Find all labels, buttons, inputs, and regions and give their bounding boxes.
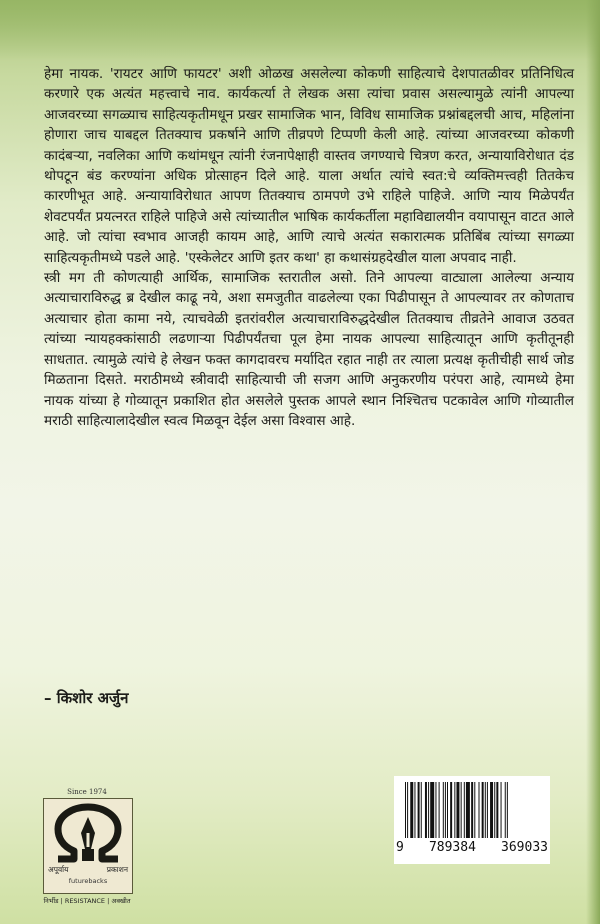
barcode-bar [494,782,495,838]
barcode-bar [496,782,498,838]
barcode-bar [505,782,506,838]
barcode-bar [507,782,508,838]
barcode-bar [428,782,429,838]
logo-since-text: Since 1974 [67,788,107,796]
barcode-bar [430,782,434,838]
barcode-bar [456,782,459,838]
barcode-bar [501,782,502,838]
barcode-bar [405,782,406,838]
barcode-bars [404,782,544,838]
isbn-number [396,840,548,855]
barcode-bar [410,782,413,838]
barcode-bar [485,782,486,838]
blurb-paragraph-2: स्त्री मग ती कोणत्याही आर्थिक, सामाजिक स्तरातील असो. तिने आपल्या वाट्याला आलेल्या अन्याय अत्याचाराविरुद्ध ब्र देखील काढू नये, अशा समजुतीत वाढलेल्या एका पिढीपासून ते आपल्यावर तर कोणताच अत्याचार होता कामा नये, त्याचवेळी इतरांवरील अत्याचाराविरुद्धदेखील तितक्याच तीव्रतेने आवाज उठवत त्यांच्या न्यायहक्कांसाठी लढणाऱ्या पिढीपर्यंतचा पूल हेमा नायक आपल्या साहित्यातून आणि कृतीतूनही साधतात. त्यामुळे त्यांचे हे लेखन फक्त कागदावरच मर्यादित रहात नाही तर त्याला प्रत्यक्ष कृतीचीही सार्थ जोड मिळताना दिसते. मराठीमध्ये स्त्रीवादी साहित्याची जी सजग आणि अनुकरणीय परंपरा आहे, त्यामध्ये हेमा नायक यांच्या हे गोव्यातून प्रकाशित होत असलेले पुस्तक आपले स्थान निश्चितच पटकावेल आणि गोव्यातील मराठी साहित्यालादेखील स्वत्व मिळवून देईल असा विश्वास आहे. [44,270,574,429]
barcode-bar [414,782,415,838]
logo-name-left: अपूर्वाय [48,865,69,874]
barcode-bar [425,782,427,838]
barcode-bar [474,782,475,838]
barcode-bar [435,782,436,838]
publisher-tagline: निर्भीड | RESISTANCE | अक्खीत [43,897,131,905]
blurb-paragraph-1: हेमा नायक. 'रायटर आणि फायटर' अशी ओळख असलेल्या कोकणी साहित्याचे देशपातळीवर प्रतिनिधित्व करणारे एक अत्यंत महत्त्वाचे नाव. कार्यकर्त्या ते लेखक असा त्यांचा प्रवास असल्यामुळे त्यांनी आपल्या आजवरच्या सगळ्याच साहित्यकृतीमधून प्रखर सामाजिक भान, विविध सामाजिक प्रश्नांबद्दलची आच, महिलांना होणारा जाच याबद्दल तितक्याच प्रकर्षाने आणि तीव्रपणे टिप्पणी केली आहे. त्यांच्या आजवरच्या कोकणी कादंबऱ्या, नवलिका आणि कथांमधून त्यांनी रंजनापेक्षाही वास्तव जगण्याचे चित्रण करत, अन्यायाविरोधात दंड थोपटून बंड करण्यांना अधिक प्रोत्साहन दिले आहे. याला अर्थात त्यांचे स्वत:चे व्यक्तिमत्त्वही तितकेच कारणीभूत आहे. अन्यायाविरोधात आपण तितक्याच ठामपणे उभे राहिले पाहिजे. आणि न्याय मिळेपर्यंत शेवटपर्यंत प्रयत्नरत राहिले पाहिजे असे त्यांच्यातील भाषिक कार्यकर्तीला महाविद्यालयीन वयापासून वाटत आले आहे. जो त्यांचा स्वभाव आजही कायम आहे, आणि त्याचे अत्यंत सकारात्मक प्रतिबिंब त्यांच्या सगळ्या साहित्यकृतीमध्ये पडले आहे. 'एस्केलेटर आणि इतर कथा' हा कथासंग्रहदेखील याला अपवाद नाही. [44,66,574,266]
barcode-bar [439,782,440,838]
barcode-bar [479,782,480,838]
barcode-bar [418,782,420,838]
logo-emblem [43,798,133,894]
barcode-bar [421,782,422,838]
logo-english-name: futurebacks [68,877,108,885]
barcode-bar [443,782,444,838]
isbn-group-2: 369033 [501,840,548,855]
barcode-bar [490,782,493,838]
barcode-bar [450,782,452,838]
barcode-bar [454,782,455,838]
isbn-group-1: 789384 [428,840,476,855]
barcode-bar [464,782,465,838]
logo-name-right: प्रकाशन [106,865,128,874]
barcode-bar [461,782,462,838]
barcode-bar [487,782,488,838]
barcode-bar [471,782,473,838]
barcode-bar [466,782,470,838]
top-green-band [0,0,600,60]
barcode-bar [447,782,448,838]
blurb-text [44,64,574,431]
barcode-bar [445,782,446,838]
omega-pen-icon [44,801,132,867]
barcode-bar [407,782,408,838]
isbn-prefix: 9 [396,840,404,855]
spine-edge [586,0,600,924]
isbn-barcode [394,776,550,864]
author-signature: – किशोर अर्जुन [44,689,129,707]
barcode-bar [482,782,484,838]
publisher-logo [42,788,132,916]
